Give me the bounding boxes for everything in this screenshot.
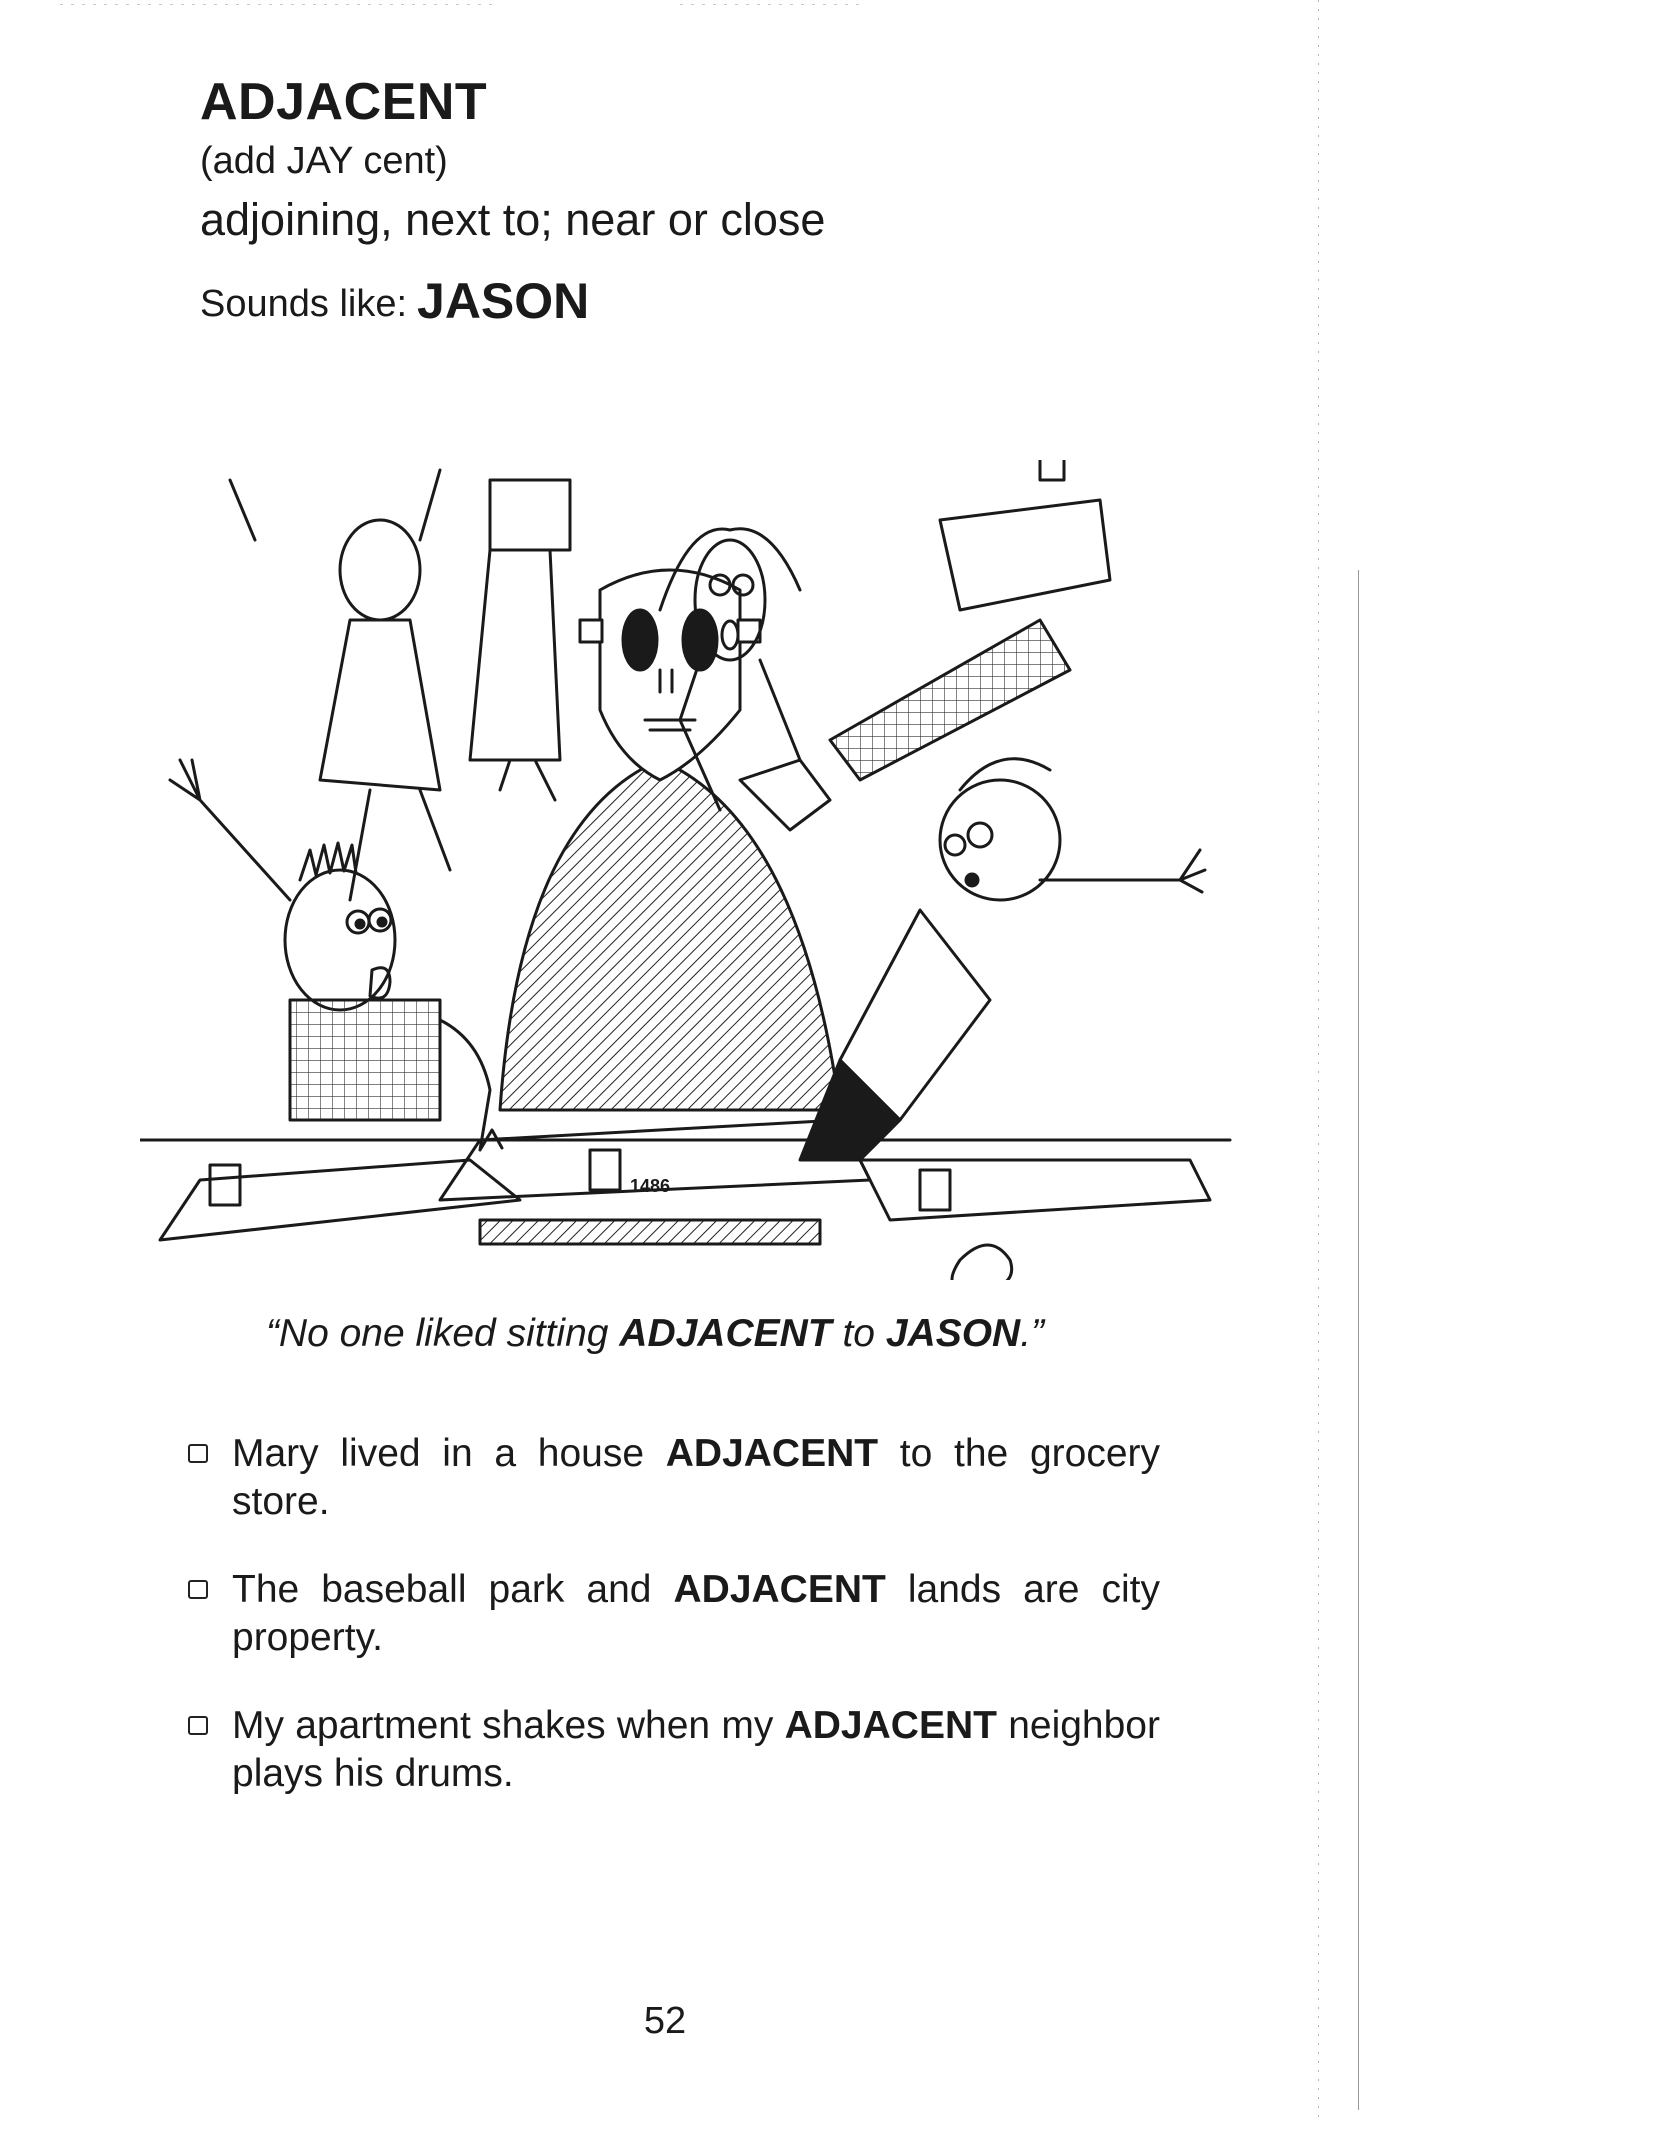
caption-text-middle: to — [831, 1312, 886, 1355]
checkbox-bullet-icon — [188, 1716, 208, 1735]
headword: ADJACENT — [200, 73, 488, 131]
binding-edge-line — [1358, 570, 1359, 2110]
example-sentence — [180, 1702, 1160, 1798]
sounds-like — [200, 272, 589, 330]
tray-label: 1486 — [630, 1176, 671, 1196]
sounds-like-label: Sounds like: — [200, 283, 408, 325]
right-lunch-tray — [860, 1160, 1210, 1220]
center-tray-edge — [480, 1220, 820, 1244]
scan-artifact-top — [60, 4, 500, 5]
example-text: lands are city property. — [232, 1568, 1160, 1659]
example-keyword: ADJACENT — [665, 1432, 879, 1475]
right-boy-figure — [800, 759, 1205, 1160]
checkbox-bullet-icon — [188, 1580, 208, 1599]
sounds-like-word: JASON — [417, 273, 590, 329]
flying-tray — [940, 500, 1110, 610]
pronunciation: (add JAY cent) — [200, 140, 448, 182]
checkbox-bullet-icon — [188, 1444, 208, 1463]
example-keyword: ADJACENT — [673, 1568, 886, 1611]
example-text: neighbor plays his drums. — [232, 1704, 1160, 1795]
page-number: 52 — [643, 2000, 687, 2042]
illustration-caption — [0, 1312, 1310, 1356]
right-milk-carton — [920, 1170, 950, 1210]
caption-keyword: ADJACENT — [619, 1312, 832, 1355]
cartoon-illustration — [140, 460, 1240, 1280]
center-milk-carton — [590, 1150, 620, 1190]
example-text: The baseball park and — [232, 1568, 674, 1611]
binding-edge-dots — [1318, 0, 1319, 2120]
jumping-girl-figure — [230, 470, 450, 900]
example-text: My apartment shakes when my — [232, 1704, 785, 1747]
paper-bag-kid-figure — [470, 480, 570, 800]
example-text: to the grocery store. — [232, 1432, 1161, 1523]
caption-text-end: .” — [1020, 1312, 1045, 1355]
example-text: Mary lived in a house — [232, 1432, 666, 1475]
left-milk-carton — [210, 1165, 240, 1205]
jason-figure — [500, 570, 840, 1110]
example-sentence — [180, 1566, 1160, 1662]
diving-kid-figure — [740, 620, 1070, 830]
example-sentences-list — [180, 1430, 1160, 1838]
dropped-sock — [952, 1245, 1012, 1280]
caption-text-start: “No one liked sitting — [265, 1312, 620, 1355]
example-keyword: ADJACENT — [784, 1704, 997, 1747]
left-boy-figure — [170, 760, 502, 1150]
flying-milk-carton — [1040, 460, 1064, 480]
caption-sounds-like-word: JASON — [885, 1312, 1021, 1355]
scan-artifact-top-2 — [680, 4, 860, 5]
definition: adjoining, next to; near or close — [200, 194, 826, 245]
example-sentence — [180, 1430, 1160, 1526]
